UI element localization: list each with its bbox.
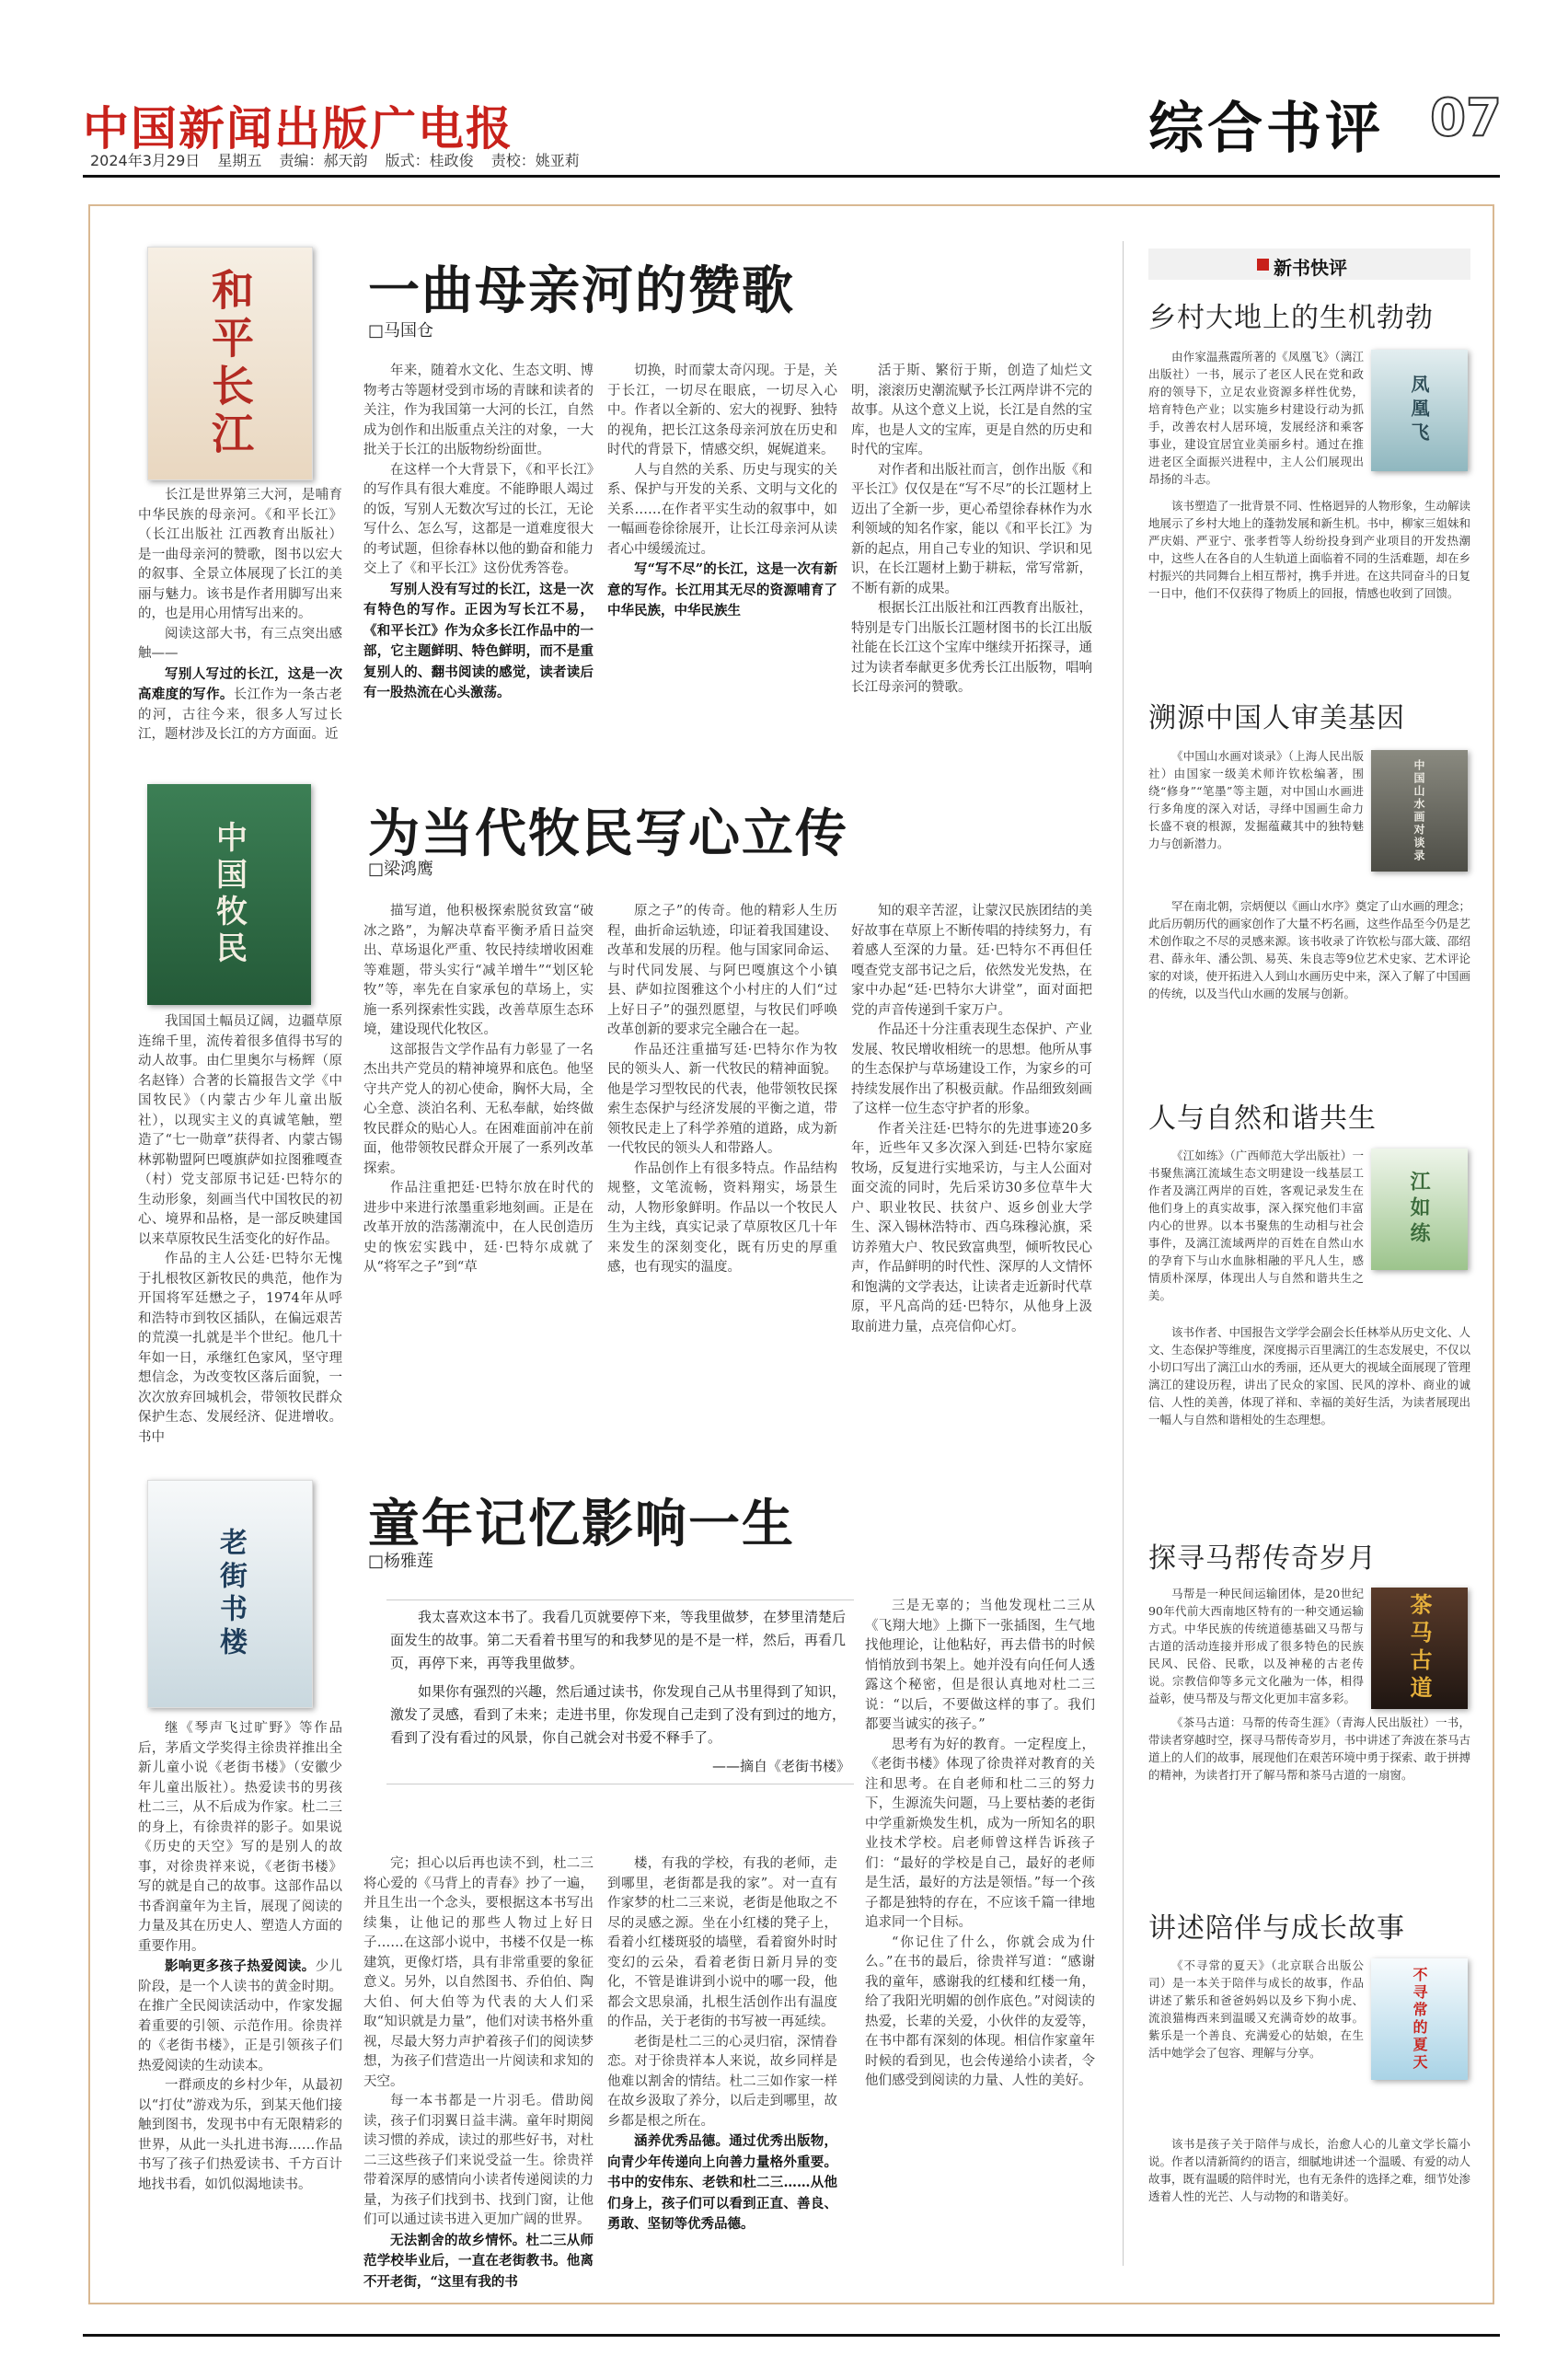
lead-paragraph [138,664,342,745]
paragraph: 描写道，他积极探索脱贫致富“破冰之路”，为解决草畜平衡矛盾日益突出、草场退化严重、牧民持续增收困难等难题，带头实行“减羊增牛”“划区轮牧”等，率先在自家承包的草场上，实施一系列探索性实践，改善草原生态环境，建设现代化牧区。 [363,904,594,1037]
article-column [865,1597,1095,2281]
book-cover [1371,1588,1468,1709]
review-text [1148,1323,1470,1526]
quote-paragraph: 如果你有强烈的兴趣，然后通过读书，你发现自己从书里得到了知识，激发了灵感，看到了未来；走进书里，你发现自己走到了没有到过的地方，看到了没有看过的风景，你自己就会对书爱不释手了。 [390,1683,847,1746]
cover-title: 凤凰飞 [1408,375,1430,446]
review-text [1148,348,1364,495]
pull-quote [386,1599,854,1784]
paragraph [607,2131,837,2235]
article-lead-column [138,1719,342,2281]
review-paragraph: 《茶马古道：马帮的传奇生涯》（青海人民出版社）一书，带读者穿越时空，探寻马帮传奇岁月，书中讲述了奔波在茶马古道上的人们的故事，展现他们在艰苦环境中勇于探索、敢于拼搏的精神，为读者打开了解马帮和茶马古道的一扇窗。 [1148,1715,1471,1782]
review-title: 人与自然和谐共生 [1148,1103,1377,1135]
lead-paragraph: 长江是世界第三大河，是哺育中华民族的母亲河。《和平长江》（长江出版社 江西教育出版社）是一曲母亲河的赞歌，图书以宏大的叙事、全景立体展现了长江的美丽与魅力。该书是作者用脚写出来的，也是用心用情写出来的。 [138,488,342,621]
review-title: 溯源中国人审美基因 [1148,702,1405,734]
badge-square-icon [1257,259,1269,271]
paragraph: 活于斯、繁衍于斯，创造了灿烂文明，滚滚历史潮流赋予长江两岸讲不完的故事。从这个意义上说，长江是自然的宝库，也是人文的宝库，更是自然的历史和时代的宝库。 [851,364,1092,457]
review-text [1148,2135,1470,2273]
sidebar-badge-label: 新书快评 [1274,257,1347,279]
article-lead-column [138,486,342,742]
article-column [607,902,837,1530]
proof-credit: 责校：姚亚莉 [490,152,580,169]
page-number: 07 [1430,88,1502,148]
paragraph: 人与自然的关系、历史与现实的关系、保护与开发的关系、文明与文化的关系……在作者平实生动的叙事中，如一幅画卷徐徐展开，让长江母亲河从读者心中缓缓流过。 [607,462,837,557]
article-column [363,902,594,1530]
review-text [1148,1147,1364,1322]
review-paragraph: 《江如练》（广西师范大学出版社）一书聚焦漓江流域生态文明建设一线基层工作者及漓江两岸的百姓，客观记录发生在他们身上的真实故事，深入探究他们丰富内心的世界。以本书聚焦的生动相与社会事件，及漓江流域两岸的百姓在自然山水的孕育下与山水血脉相融的平凡人生，感情质朴深厚，体现出人与自然和谐共生之美。 [1148,1149,1364,1302]
book-cover [1371,1958,1468,2080]
review-paragraph: 《不寻常的夏天》（北京联合出版公司）是一本关于陪伴与成长的故事，作品讲述了紫乐和爸爸妈妈以及乡下狗小虎、流浪猫梅西来到温暖又充满奇妙的故事。紫乐是一个善良、充满爱心的姑娘，在生活中她学会了包容、理解与分享。 [1148,1958,1364,2060]
article-byline: □杨雅莲 [368,1552,434,1571]
review-paragraph: 该书是孩子关于陪伴与成长，治愈人心的儿童文学长篇小说。作者以清新简约的语言，细腻地讲述一个温暖、有爱的动人故事，既有温暖的陪伴时光，也有无条件的选择之难，细节处渗透着人性的光芒、人与动物的和谐美好。 [1148,2137,1471,2203]
lead-paragraph [138,1957,342,2076]
paragraph: 作品注重把廷·巴特尔放在时代的进步中来进行浓墨重彩地刻画。正是在改革开放的浩荡潮流中，在人民创造历史的恢宏实践中，廷·巴特尔成就了从“将军之子”到“草 [363,1181,594,1275]
article-byline: □梁鸿鹰 [368,860,434,879]
review-paragraph: 该书塑造了一批背景不同、性格迥异的人物形象，生动解读地展示了乡村大地上的蓬勃发展和新生机。书中，柳家三姐妹和严庆娟、严亚宁、张孝哲等人纷纷投身到产业项目的开发热潮中，这些人在各自的人生轨道上面临着不同的生活难题，却在乡村振兴的共同舞台上相互帮衬，携手并进。在这共同奋斗的日复一日中，他们不仅获得了物质上的回报，情感也收到了回馈。 [1148,499,1471,600]
subhead: 涵养优秀品德。通过优秀出版物，向青少年传递向上向善力量格外重要。书中的安伟东、老铁和杜二三……从他们身上，孩子们可以看到正直、善良、勇敢、坚韧等优秀品德。 [607,2133,837,2232]
book-cover [1371,1149,1468,1270]
subhead: 写别人写过的长江，这是一次高难度的写作。 [138,665,342,702]
book-cover [147,247,313,480]
article-column [363,1854,594,2290]
book-cover [1371,750,1468,872]
article-title: 为当代牧民写心立传 [368,803,848,864]
lead-paragraph: 我国国土幅员辽阔，边疆草原连绵千里，流传着很多值得书写的动人故事。由仁里奥尔与杨辉（原名赵锋）合著的长篇报告文学《中国牧民》（内蒙古少年儿童出版社），以现实主义的真诚笔触，塑造了“七一勋章”获得者、内蒙古锡林郭勒盟阿巴嘎旗萨如拉图雅嘎查（村）党支部原书记廷·巴特尔的生动形象，刻画当代中国牧民的初心、境界和品格，是一部反映建国以来草原牧民生活变化的好作品。 [138,1014,342,1247]
review-title: 讲述陪伴与成长故事 [1148,1912,1405,1945]
quote-source: ——摘自《老街书楼》 [711,1758,850,1774]
paragraph [363,580,594,704]
paragraph: 原之子”的传奇。他的精彩人生历程，曲折命运轨迹，印证着我国建设、改革和发展的历程。他与国家同命运、与时代同发展、与阿巴嘎旗这个小镇县、萨如拉图雅这个小村庄的人们“过上好日子”的强烈愿望，与牧民们呼唤改革创新的要求完全融合在一起。 [607,904,837,1037]
paragraph: 老街是杜二三的心灵归宿，深情眷恋。对于徐贵祥本人来说，故乡同样是他难以割舍的情结。杜二三如作家一样在故乡汲取了养分，以后走到哪里，故乡都是根之所在。 [607,2034,837,2129]
issue-date: 2024年3月29日 [90,152,201,169]
review-title: 乡村大地上的生机勃勃 [1148,302,1434,334]
paragraph: 对作者和出版社而言，创作出版《和平长江》仅仅是在“写不尽”的长江题材上迈出了全新一步，更心希望徐春林作为水利领域的知名作家，能以《和平长江》为新的起点，用自己专业的知识、学识和见识，在长江题材上勤于耕耘，常写常新，不断有新的成果。 [851,462,1092,596]
paragraph: 作者关注廷·巴特尔的先进事迹20多年，近些年又多次深入到廷·巴特尔家庭牧场，反复进行实地采访，与主人公面对面交流的同时，先后采访30多位草牛大户、职业牧民、扶贫户、返乡创业大学生、深入锡林浩特市、西乌珠穆沁旗，采访养殖大户、牧民致富典型，倾听牧民心声，作品鲜明的时代性、深厚的人文情怀和饱满的文学表达，让读者走近新时代草原，平凡高尚的廷·巴特尔，从他身上汲取前进力量，点亮信仰心灯。 [851,1121,1092,1334]
article-title: 一曲母亲河的赞歌 [368,260,795,321]
review-text [1148,1714,1470,1861]
review-paragraph: 《中国山水画对谈录》（上海人民出版社）由国家一级美术师许钦松编著，围绕“修身”“笔墨”等主题，对中国山水画进行多角度的深入对话，寻绎中国画生命力长盛不衰的根源，发掘蕴藏其中的独特魅力与创新潜力。 [1148,749,1364,850]
article-column [607,1854,837,2281]
bottom-rule [83,2334,1500,2337]
subhead: 写别人没有写过的长江，这是一次有特色的写作。正因为写长江不易，《和平长江》作为众多长江作品中的一部，它主题鲜明、特色鲜明，而不是重复别人的、翻书阅读的感觉，读者读后有一股热流在心头激荡。 [363,581,594,700]
layout-credit: 版式：桂政俊 [385,152,474,169]
review-text [1148,747,1364,895]
article-column [363,362,594,718]
article-column [851,362,1092,718]
review-paragraph: 由作家温燕霞所著的《凤凰飞》（漓江出版社）一书，展示了老区人民在党和政府的领导下，立足农业资源多样性优势，培育特色产业；以实施乡村建设行动为抓手，改善农村人居环境，发展经济和乘客事业，建设宜居宜业美丽乡村。通过在推进老区全面振兴进程中，主人公们展现出昂扬的斗志。 [1148,350,1364,486]
quote-paragraph: 我太喜欢这本书了。我看几页就要停下来，等我里做梦，在梦里清楚后面发生的故事。第二天看着书里写的和我梦见的是不是一样，然后，再看几页，再停下来，再等我里做梦。 [390,1609,847,1671]
paragraph: 楼，有我的学校，有我的老师，走到哪里，老街都是我的家”。对一直有作家梦的杜二三来说，老街是他取之不尽的灵感之源。坐在小红楼的凳子上，看着小红楼斑驳的墙壁，看着窗外时时变幻的云朵，看着老街日新月异的变化，不管是谁讲到小说中的哪一段，他都会文思泉涌，扎根生活创作出有温度的作品，关于老街的书写被一再延续。 [607,1856,837,2029]
lead-paragraph: 阅读这部大书，有三点突出感触—— [138,626,342,661]
lead-paragraph: 作品的主人公廷·巴特尔无愧于扎根牧区新牧民的典范，他作为开国将军廷懋之子，1974年从呼和浩特市到牧区插队，在偏远艰苦的荒漠一扎就是半个世纪。他几十年如一日，承继红色家风，坚守理想信念，为改变牧区落后面貌，一次次放弃回城机会，带领牧民群众保护生态、发展经济、促进增收。书中 [138,1252,342,1445]
review-title: 探寻马帮传奇岁月 [1148,1542,1377,1575]
paragraph: 在这样一个大背景下，《和平长江》的写作具有很大难度。不能睁眼人竭过的饭，写别人无数次写过的长江，无论写什么、怎么写，这都是一道难度很大的考试题，但徐春林以他的勤奋和能力交上了《和平长江》这份优秀答卷。 [363,462,594,576]
cover-title: 中国牧民 [210,821,248,968]
paragraph: 三是无辜的；当他发现杜二三从《飞翔大地》上撕下一张插图，生气地找他理论，让他粘好，再去借书的时候悄悄放到书架上。她并没有向任何人透露这个秘密，但是很认真地对杜二三说：“以后，不要做这样的事了。我们都要当诚实的孩子。” [865,1599,1095,1732]
article-column [607,362,837,718]
editor-credit: 责编：郝天韵 [279,152,368,169]
paragraph [363,2231,594,2293]
paragraph: 这部报告文学作品有力彰显了一名杰出共产党员的精神境界和底色。他坚守共产党人的初心使命，胸怀大局，全心全意、淡泊名利、无私奉献，始终做牧民群众的贴心人。在困难面前冲在前面，他带领牧民群众开展了一系列改革探索。 [363,1042,594,1176]
subhead: 影响更多孩子热爱阅读。 [165,1958,316,1974]
lead-paragraph: 一群顽皮的乡村少年，从最初以“打仗”游戏为乐，到某天他们接触到图书，发现书中有无限精彩的世界，从此一头扎进书海……作品书写了孩子们热爱读书、千方百计地找书看，如饥似渴地读书。 [138,2078,342,2192]
paragraph: 完；担心以后再也读不到，杜二三将心爱的《马背上的青春》抄了一遍，并且生出一个念头，要根据这本书写出续集，让他记的那些人物过上好日子……在这部小说中，书楼不仅是一栋建筑，更像灯塔，具有非常重要的象征意义。另外，以自然图书、乔伯伯、陶大伯、何大伯等为代表的大人们采取“知识就是力量”，他们对读书格外重视，尽最大努力声护着孩子们的阅读梦想，为孩子们营造出一片阅读和求知的天空。 [363,1856,594,2089]
review-paragraph: 该书作者、中国报告文学学会副会长任林举从历史文化、人文、生态保护等维度，深度揭示百里漓江的生态发展史，不仅以小切口写出了漓江山水的秀丽，还从更大的视域全面展现了管理漓江的建设历程，讲出了民众的家国、民风的淳朴、商业的诚信、人性的美善，体现了祥和、幸福的美好生活，为读者展现出一幅人与自然和谐相处的生态理想。 [1148,1325,1471,1426]
lead-paragraph-text: 长江作为一条古老的河，古往今来，很多人写过长江，题材涉及长江的方方面面。近 [138,687,342,742]
paragraph: 根据长江出版社和江西教育出版社，特别是专门出版长江题材图书的长江出版社能在长江这个宝库中继续开拓探寻，通过为读者奉献更多优秀长江出版物，唱响长江母亲河的赞歌。 [851,601,1092,695]
cover-title: 中国山水画对谈录 [1412,759,1425,862]
review-text [1148,1957,1364,2133]
cover-title: 江如练 [1407,1171,1431,1248]
section-title: 综合书评 [1148,97,1384,161]
article-byline: □马国仓 [368,321,434,341]
paragraph [607,560,837,622]
paragraph: 年来，随着水文化、生态文明、博物考古等题材受到市场的青睐和读者的关注，作为我国第一大河的长江，自然成为创作和出版重点关注的对象，一大批关于长江的出版物纷纷面世。 [363,364,594,457]
issue-meta [90,149,593,170]
review-text [1148,497,1470,663]
sidebar-badge [1148,248,1470,280]
book-cover [147,784,311,1005]
review-paragraph: 罕在南北朝，宗炳便以《画山水序》奠定了山水画的理念；此后历朝历代的画家创作了大量不朽名画，这些作品至今仍是艺术创作取之不尽的灵感来源。该书收录了许钦松与邵大箴、邵绍君、薛永年、潘公凯、易英、朱良志等9位艺术史家、艺术评论家的对谈，使开拓进入人到山水画历史中来，深入了解了中国画的传统，以及当代山水画的发展与创新。 [1148,899,1471,1000]
paragraph: 作品创作上有很多特点。作品结构规整，文笔流畅，资料翔实，场景生动，人物形象鲜明。作品以一个牧民人生为主线，真实记录了草原牧区几十年来发生的深刻变化，既有历史的厚重感，也有现实的温度。 [607,1161,837,1275]
column-divider [1123,241,1124,2266]
paragraph: 知的艰辛苦涩，让蒙汉民族团结的美好故事在草原上不断传唱的持续努力，有着感人至深的力量。廷·巴特尔不再但任嘎查党支部书记之后，依然发光发热，在家中办起“廷·巴特尔大讲堂”，面对面把党的声音传递到千家万户。 [851,904,1092,1018]
subhead: 写“写不尽”的长江，这是一次有新意的写作。长江用其无尽的资源哺育了中华民族，中华民族生 [607,561,837,618]
lead-paragraph: 继《琴声飞过旷野》等作品后，茅盾文学奖得主徐贵祥推出全新儿童小说《老街书楼》（安徽少年儿童出版社）。热爱读书的男孩杜二三，从不后成为作家。杜二三的身上，有徐贵祥的影子。如果说《历史的天空》写的是别人的故事，对徐贵祥来说，《老街书楼》写的就是自己的故事。这部作品以书香润童年为主旨，展现了阅读的力量及其在历史人、塑造人方面的重要作用。 [138,1721,342,1954]
paragraph: 作品还注重描写廷·巴特尔作为牧民的领头人、新一代牧民的精神面貌。他是学习型牧民的代表，他带领牧民探索生态保护与经济发展的平衡之道，带领牧民走上了科学养殖的道路，成为新一代牧民的领头人和带路人。 [607,1042,837,1156]
review-text [1148,1585,1364,1712]
article-title: 童年记忆影响一生 [368,1494,795,1554]
subhead: 无法割舍的故乡情怀。杜二三从师范学校毕业后，一直在老街教书。他离不开老街，“这里有我的书 [363,2232,594,2290]
paragraph: “你记住了什么，你就会成为什么。”在书的最后，徐贵祥写道：“感谢我的童年，感谢我的红楼和红楼一角，给了我阳光明媚的创作底色。”对阅读的热爱，长辈的关爱，小伙伴的友爱等，在书中都有深刻的体现。相信作家童年时候的看到见，也会传递给小读者，令他们感受到阅读的力量、人性的美好。 [865,1934,1095,2088]
review-text [1148,897,1470,1081]
article-lead-column [138,1012,342,1530]
paragraph: 作品还十分注重表现生态保护、产业发展、牧民增收相统一的思想。他所从事的生态保护与草场建设工作，为家乡的可持续发展作出了积极贡献。作品细致刻画了这样一位生态守护者的形象。 [851,1022,1092,1116]
cover-title: 和平长江 [205,268,255,459]
paragraph: 思考有为好的教育。一定程度上，《老街书楼》体现了徐贵祥对教育的关注和思考。在自老师和杜二三的努力下，生源流失问题，马上要枯萎的老街中学重新焕发生机，成为一所知名的职业技术学校。启老师曾这样告诉孩子们：“最好的学校是自己，最好的老师是生活，最好的方法是领悟。”每一个孩子都是独特的存在，不应该千篇一律地追求同一个目标。 [865,1737,1095,1930]
cover-title: 茶马古道 [1406,1593,1433,1703]
paragraph: 切换，时而蒙太奇闪现。于是，关于长江，一切尽在眼底，一切尽入心中。作者以全新的、宏大的视野、独特的视角，把长江这条母亲河放在历史和时代的背景下，情感交织，娓娓道来。 [607,364,837,457]
lead-paragraph-text: 少儿阶段，是一个人读书的黄金时期。在推广全民阅读活动中，作家发掘着重要的引领、示范作用。徐贵祥的《老街书楼》，正是引领孩子们热爱阅读的生动读本。 [138,1959,342,2073]
issue-weekday: 星期五 [217,152,262,169]
article-column [851,902,1092,1530]
cover-title: 不寻常的夏天 [1411,1967,1428,2072]
newspaper-logo: 中国新闻出版广电报 [83,101,513,156]
review-paragraph: 马帮是一种民间运输团体，是20世纪90年代前大西南地区特有的一种交通运输方式。中华民族的传统道德基础又马帮与古道的活动连接并形成了很多特色的民族民风、民俗、民歌，以及神秘的古老传说。宗教信仰等多元文化融为一体，相得益彰，使马帮及与帮文化更加丰富多彩。 [1148,1587,1364,1705]
top-rule [83,175,1500,178]
cover-title: 老街书楼 [214,1528,247,1660]
paragraph: 每一本书都是一片羽毛。借助阅读，孩子们羽翼日益丰满。童年时期阅读习惯的养成，读过的那些好书，对杜二三这些孩子们来说受益一生。徐贵祥带着深厚的感情向小读者传递阅读的力量，为孩子们找到书、找到门窗，让他们可以通过读书进入更加广阔的世界。 [363,2094,594,2227]
book-cover [147,1480,313,1708]
book-cover [1371,350,1468,471]
